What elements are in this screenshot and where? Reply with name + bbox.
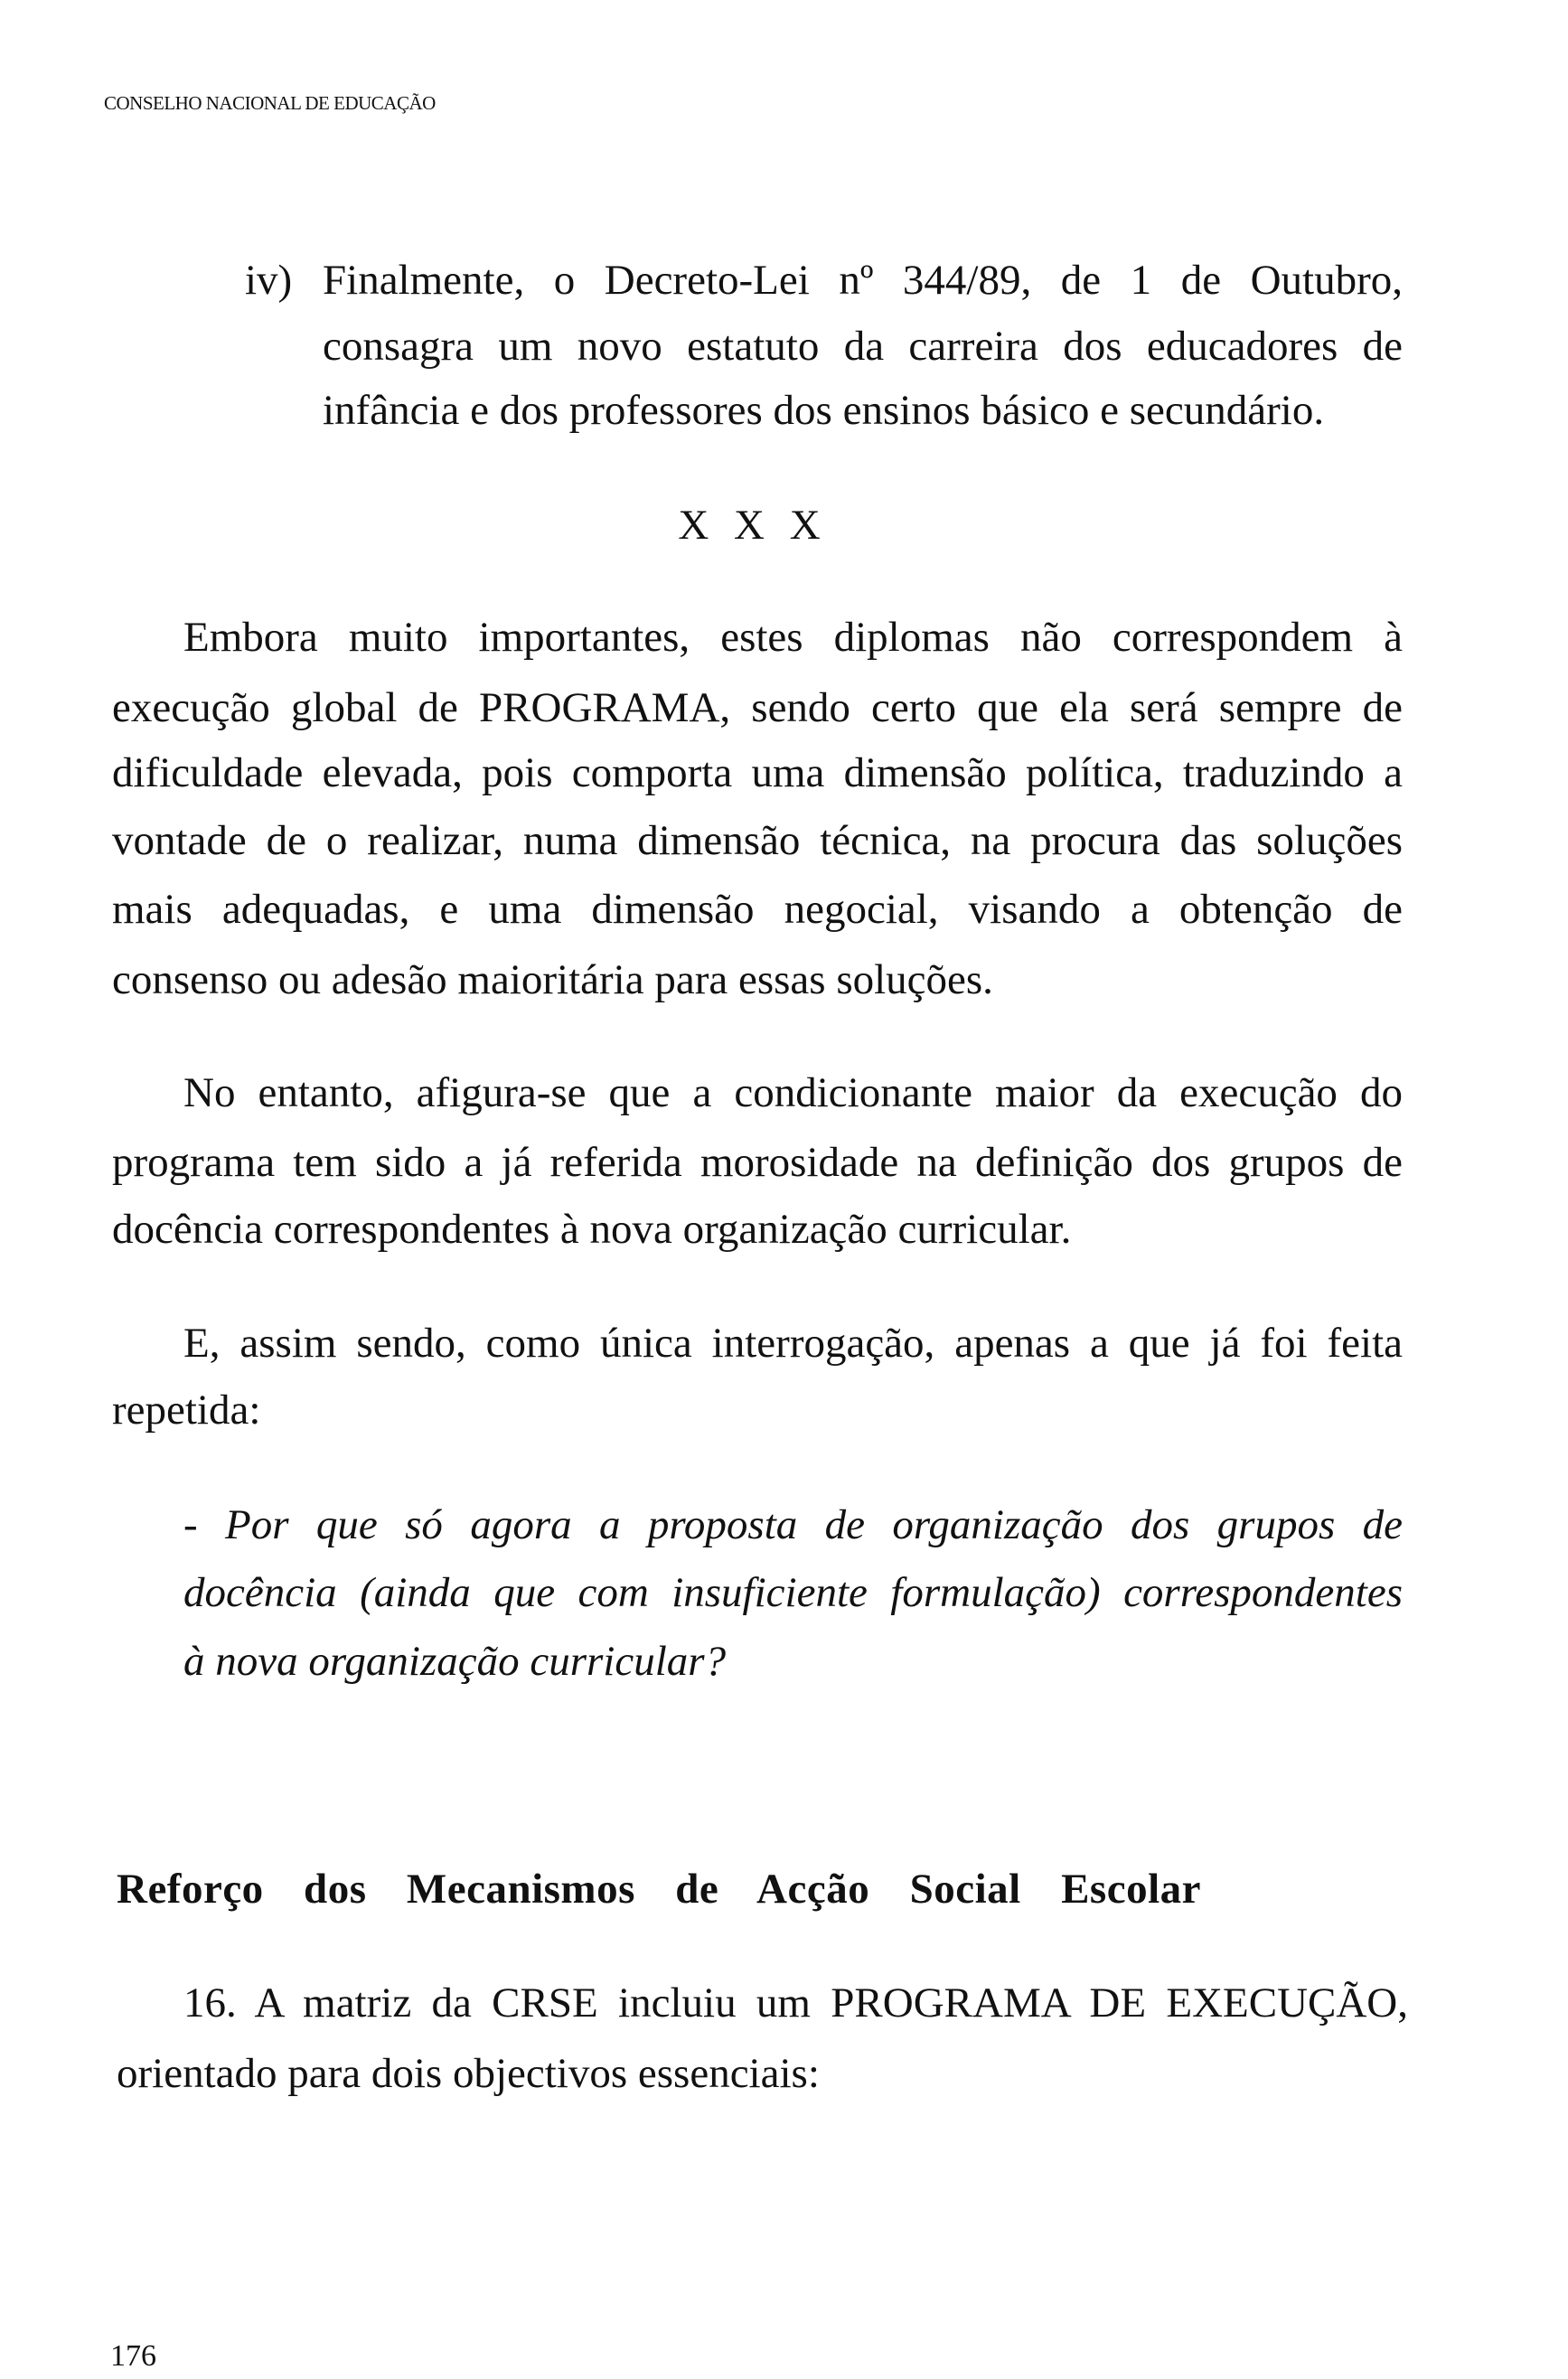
running-header: CONSELHO NACIONAL DE EDUCAÇÃO [104, 92, 436, 114]
text-line: E, assim sendo, como única interrogação, apenas a que já foi feita [183, 1320, 1403, 1367]
text-line: repetida: [112, 1387, 261, 1434]
text-line: programa tem sido a já referida morosidade na definição dos grupos de [112, 1139, 1403, 1186]
text-line: consagra um novo estatuto da carreira dos educadores de [323, 323, 1403, 370]
section-separator: X X X [678, 502, 828, 549]
text-line: vontade de o realizar, numa dimensão técnica, na procura das soluções [112, 817, 1403, 864]
page-number: 176 [110, 2339, 156, 2373]
text-line: docência correspondentes à nova organização curricular. [112, 1206, 1072, 1253]
item-marker: iv) [245, 257, 293, 304]
text-line: dificuldade elevada, pois comporta uma dimensão política, traduzindo a [112, 749, 1403, 796]
text-line: infância e dos professores dos ensinos básico e secundário. [323, 387, 1325, 434]
text-line: Embora muito importantes, estes diplomas não correspondem à [183, 614, 1403, 661]
text-line: consenso ou adesão maioritária para essas soluções. [112, 956, 993, 1003]
text-line: execução global de PROGRAMA, sendo certo que ela será sempre de [112, 684, 1403, 731]
section-heading: Reforço dos Mecanismos de Acção Social Escolar [117, 1866, 1201, 1913]
text-line: Finalmente, o Decreto-Lei nº 344/89, de 1 de Outubro, [323, 257, 1403, 304]
text-line: 16. A matriz da CRSE incluiu um PROGRAMA DE EXECUÇÃO, [183, 1979, 1408, 2026]
text-line: orientado para dois objectivos essenciais: [117, 2050, 820, 2097]
text-line: No entanto, afigura-se que a condicionante maior da execução do [183, 1069, 1403, 1116]
text-line: docência (ainda que com insuficiente formulação) correspondentes [183, 1569, 1403, 1616]
text-line: - Por que só agora a proposta de organização dos grupos de [183, 1501, 1403, 1548]
text-line: à nova organização curricular? [183, 1638, 727, 1685]
text-line: mais adequadas, e uma dimensão negocial, visando a obtenção de [112, 886, 1403, 933]
